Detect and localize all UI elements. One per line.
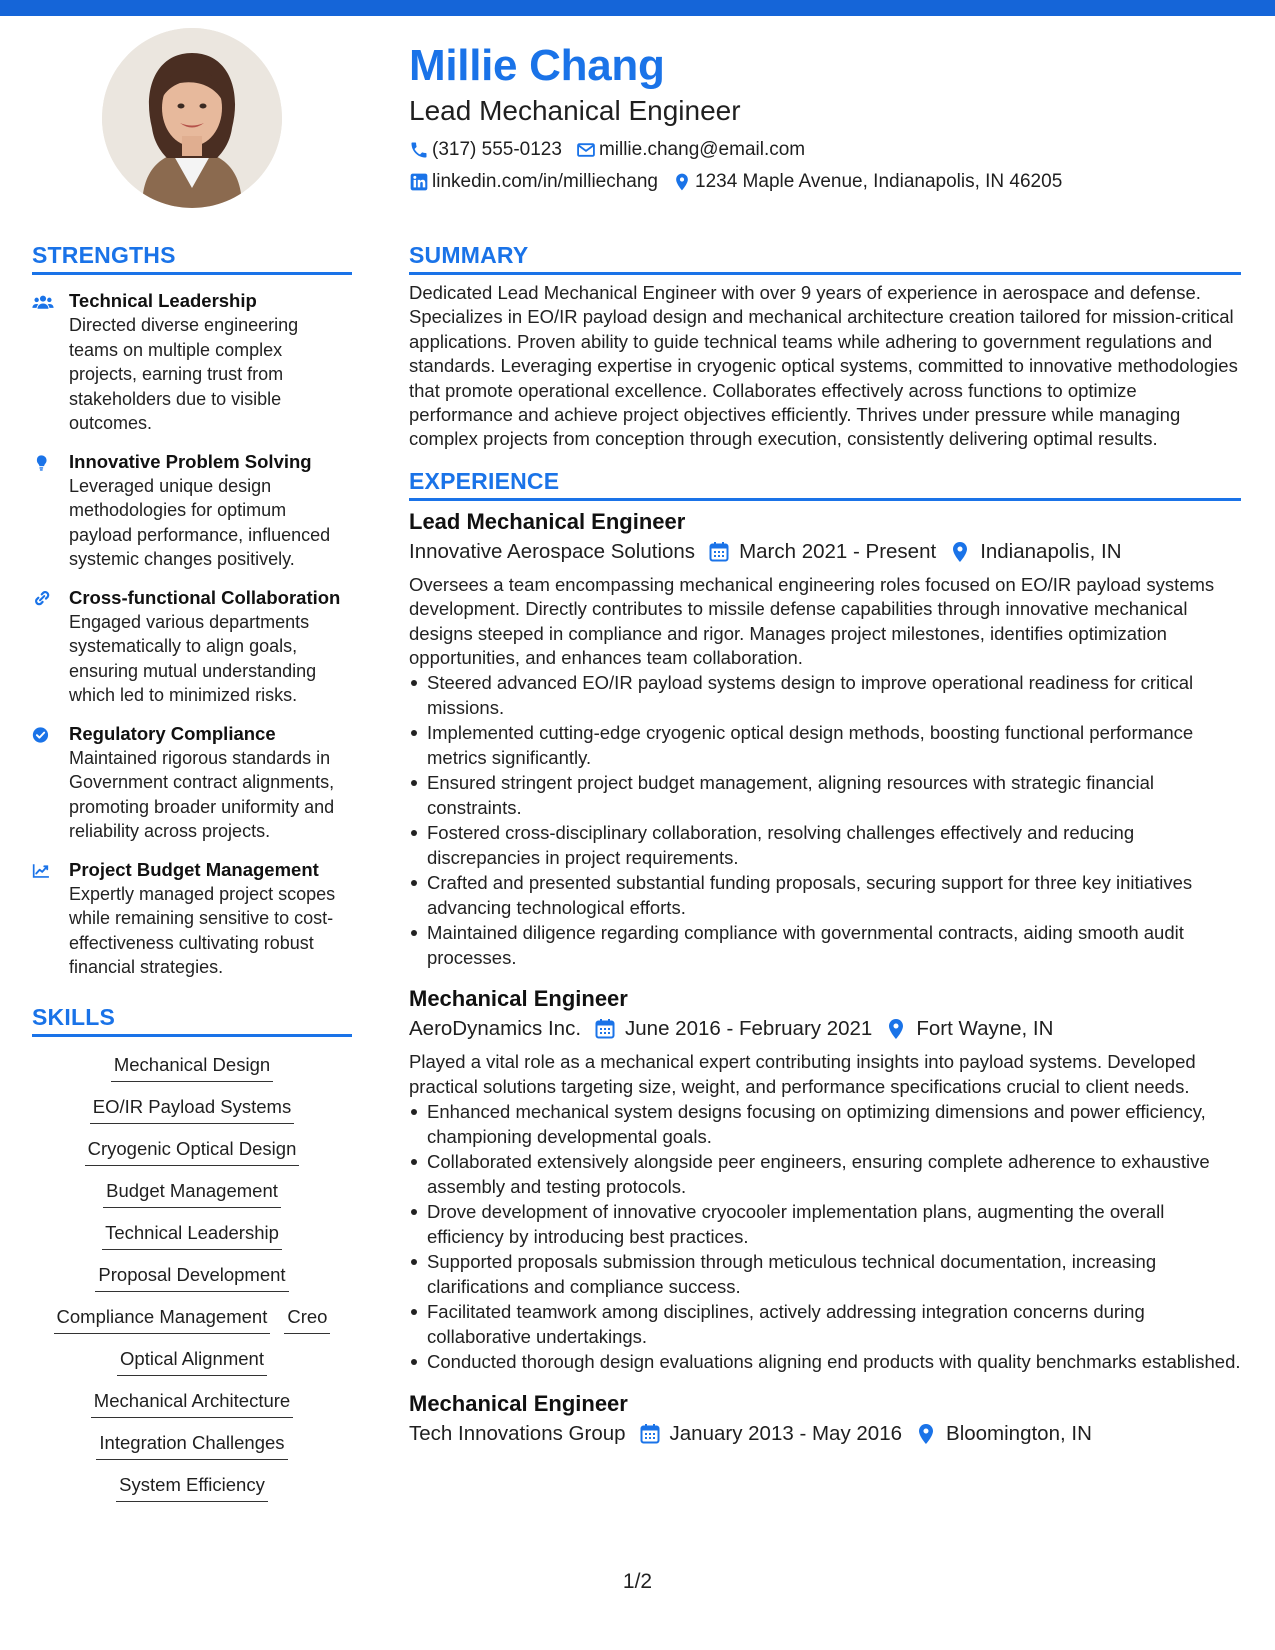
- check-circle-icon: [32, 725, 54, 745]
- job-bullet: Supported proposals submission through meticulous technical documentation, increasing clarifications and compliance success.: [409, 1250, 1241, 1299]
- left-column: [32, 240, 352, 1502]
- users-icon: [32, 292, 54, 312]
- linkedin-icon: [409, 172, 429, 192]
- job-bullet: Fostered cross-disciplinary collaboration, resolving challenges effectively and reducing discrepancies in project requirements.: [409, 821, 1241, 870]
- job-bullet: Drove development of innovative cryocooler implementation plans, augmenting the overall efficiency by introducing best practices.: [409, 1200, 1241, 1249]
- job-location-wrap: [886, 1014, 1053, 1044]
- job-bullet: Maintained diligence regarding compliance with governmental contracts, aiding smooth audit processes.: [409, 921, 1241, 970]
- strength-item: [32, 289, 352, 436]
- strength-item: [32, 722, 352, 844]
- skill-tag: Creo: [284, 1305, 330, 1334]
- skills-list: [32, 1047, 352, 1502]
- job-bullet: Crafted and presented substantial funding proposals, securing support for three key initiatives advancing technological efforts.: [409, 871, 1241, 920]
- job-dates: March 2021 - Present: [739, 539, 937, 563]
- contact-row-1: [409, 138, 1239, 162]
- strength-title: Regulatory Compliance: [69, 722, 276, 744]
- contact-address: [672, 170, 1062, 194]
- job-dates-wrap: [640, 1419, 902, 1449]
- address-text: 1234 Maple Avenue, Indianapolis, IN 46205: [695, 171, 1063, 192]
- experience-heading: EXPERIENCE: [409, 466, 1241, 501]
- resume-header: [409, 40, 1239, 194]
- strength-item: [32, 858, 352, 980]
- map-pin-icon: [950, 541, 970, 563]
- skill-tag: Compliance Management: [54, 1305, 271, 1334]
- strength-desc: Maintained rigorous standards in Government contract alignments, promoting broader uniformity and reliability across projects.: [69, 747, 335, 841]
- contact-email[interactable]: [576, 138, 805, 162]
- skill-tag: Mechanical Design: [111, 1053, 273, 1082]
- job-company: Innovative Aerospace Solutions: [409, 539, 696, 563]
- job-bullet: Collaborated extensively alongside peer engineers, ensuring complete adherence to exhaustive assembly and testing protocols.: [409, 1150, 1241, 1199]
- job-dates-wrap: [709, 537, 936, 567]
- top-accent-bar: [0, 0, 1275, 16]
- skill-tag: EO/IR Payload Systems: [90, 1095, 294, 1124]
- skill-tag: Integration Challenges: [96, 1431, 287, 1460]
- candidate-title: Lead Mechanical Engineer: [409, 95, 741, 126]
- strength-title: Technical Leadership: [69, 290, 257, 311]
- envelope-icon: [576, 140, 596, 160]
- summary-heading: SUMMARY: [409, 240, 1241, 275]
- job-location: Bloomington, IN: [946, 1421, 1092, 1445]
- email-text: millie.chang@email.com: [598, 139, 806, 160]
- map-pin-icon: [886, 1018, 906, 1040]
- skill-tag: Technical Leadership: [102, 1221, 282, 1250]
- job-location: Indianapolis, IN: [980, 539, 1122, 563]
- skill-tag: Mechanical Architecture: [91, 1389, 293, 1418]
- job-bullet: Facilitated teamwork among disciplines, actively addressing integration concerns during collaborative undertakings.: [409, 1300, 1241, 1349]
- job-location-wrap: [916, 1419, 1092, 1449]
- job-bullets: [409, 1100, 1241, 1374]
- job-dates: June 2016 - February 2021: [625, 1017, 873, 1041]
- strength-title: Cross-functional Collaboration: [69, 586, 341, 608]
- skill-tag: System Efficiency: [116, 1473, 268, 1502]
- job-title: Lead Mechanical Engineer: [409, 508, 686, 534]
- job-meta: [409, 537, 1241, 567]
- strength-title: Project Budget Management: [69, 858, 319, 880]
- link-icon: [32, 589, 54, 609]
- strength-desc: Leveraged unique design methodologies for optimum payload performance, influenced systemic changes positively.: [69, 475, 331, 569]
- phone-text: (317) 555-0123: [432, 139, 562, 160]
- job-dates-wrap: [595, 1014, 872, 1044]
- job-entry: [409, 984, 1241, 1374]
- job-dates: January 2013 - May 2016: [669, 1421, 903, 1445]
- page-number: 1/2: [622, 1570, 653, 1593]
- job-location: Fort Wayne, IN: [916, 1017, 1054, 1041]
- phone-icon: [409, 140, 429, 160]
- job-bullet: Enhanced mechanical system designs focusing on optimizing dimensions and power efficiency, championing developmental goals.: [409, 1100, 1241, 1149]
- job-title: Mechanical Engineer: [409, 1390, 628, 1416]
- skill-tag: Proposal Development: [95, 1263, 288, 1292]
- job-meta: [409, 1419, 1241, 1449]
- job-bullet: Ensured stringent project budget management, aligning resources with strategic financial constraints.: [409, 771, 1241, 820]
- right-column: [409, 240, 1241, 1449]
- calendar-icon: [640, 1423, 660, 1445]
- job-bullet: Steered advanced EO/IR payload systems design to improve operational readiness for critical missions.: [409, 671, 1241, 720]
- summary-text: Dedicated Lead Mechanical Engineer with over 9 years of experience in aerospace and defense. Specializes in EO/IR payload design and mechanical architecture creation tailored for mission-critical applications. Proven ability to guide technical teams while adhering to government regulations and standards. Leveraging expertise in cryogenic optical systems, committed to innovative methodologies that promote operational excellence. Collaborates effectively across functions to optimize performance and achieve project objectives efficiently. Thrives under pressure while managing complex projects from conception through execution, consistently delivering optimal results.: [409, 282, 1238, 450]
- job-bullet: Implemented cutting-edge cryogenic optical design methods, boosting functional performance metrics significantly.: [409, 721, 1241, 770]
- job-bullets: [409, 671, 1241, 970]
- contact-phone[interactable]: [409, 138, 562, 162]
- job-entry: [409, 1389, 1241, 1449]
- job-title: Mechanical Engineer: [409, 986, 628, 1012]
- job-location-wrap: [950, 537, 1121, 567]
- job-description: Oversees a team encompassing mechanical engineering roles focused on EO/IR payload systems development. Directly contributes to missile defense capabilities through innovative mechanical designs steeped in compliance and rigor. Manages project milestones, identifies optimization opportunities, and enhances team collaboration.: [409, 573, 1215, 669]
- calendar-icon: [709, 541, 729, 563]
- calendar-icon: [595, 1018, 615, 1040]
- lightbulb-icon: [32, 453, 54, 473]
- skills-heading: SKILLS: [32, 1002, 352, 1037]
- contact-linkedin[interactable]: [409, 170, 658, 194]
- chart-line-icon: [32, 861, 54, 881]
- strength-item: [32, 586, 352, 708]
- strength-desc: Engaged various departments systematically to align goals, ensuring mutual understanding which led to minimized risks.: [69, 611, 317, 705]
- skill-tag: Budget Management: [103, 1179, 281, 1208]
- job-company: AeroDynamics Inc.: [409, 1017, 582, 1041]
- linkedin-text: linkedin.com/in/milliechang: [432, 171, 658, 192]
- job-description: Played a vital role as a mechanical expert contributing insights into payload systems. Developed practical solutions targeting size, weight, and performance specifications crucial to client needs.: [409, 1051, 1196, 1097]
- skill-tag: Cryogenic Optical Design: [85, 1137, 300, 1166]
- skill-tag: Optical Alignment: [117, 1347, 267, 1376]
- map-pin-icon: [916, 1423, 936, 1445]
- job-meta: [409, 1014, 1241, 1044]
- job-company: Tech Innovations Group: [409, 1421, 626, 1445]
- map-pin-icon: [672, 172, 692, 192]
- experience-section: [409, 466, 1241, 1449]
- strength-title: Innovative Problem Solving: [69, 450, 312, 472]
- strength-desc: Directed diverse engineering teams on multiple complex projects, earning trust from stakeholders due to visible outcomes.: [69, 315, 299, 433]
- job-bullet: Conducted thorough design evaluations aligning end products with quality benchmarks established.: [409, 1350, 1241, 1374]
- strengths-heading: STRENGTHS: [32, 240, 352, 275]
- job-entry: [409, 507, 1241, 970]
- skills-section: [32, 1002, 352, 1502]
- profile-photo: [102, 28, 282, 208]
- strength-item: [32, 450, 352, 572]
- strength-desc: Expertly managed project scopes while remaining sensitive to cost-effectiveness cultivating robust financial strategies.: [69, 883, 336, 977]
- contact-row-2: [409, 170, 1239, 194]
- candidate-name: Millie Chang: [409, 41, 665, 90]
